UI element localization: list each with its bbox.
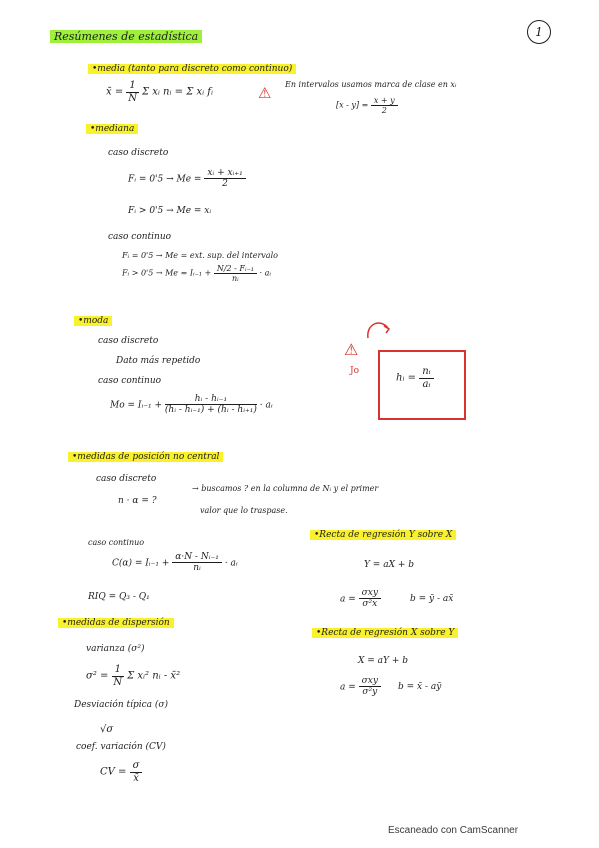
- desviacion-formula: √σ: [100, 724, 114, 735]
- moda-warning-icon: ⚠: [344, 340, 359, 359]
- regresion-yx-b: b = ȳ - ax̄: [410, 594, 454, 604]
- cv-formula: CV = $\frac{\sigma}{x̄}$: [100, 760, 142, 784]
- mediana-discrete-formula-2: Fᵢ > 0'5 → Me = xᵢ: [128, 206, 212, 216]
- page-title: Resúmenes de estadística: [50, 30, 202, 43]
- class-mark-formula: [x - y] = $\frac{x + y}{2}$: [336, 96, 398, 115]
- mediana-continuous-formula-2: Fᵢ > 0'5 → Me = Iᵢ₋₁ + $\frac{\text{N/2 - Fᵢ₋₁}}{\text{nᵢ}}$ · aᵢ: [122, 264, 272, 284]
- regresion-yx-eq: Y = aX + b: [364, 560, 415, 570]
- mediana-header: •mediana: [86, 124, 138, 134]
- posicion-header: •medidas de posición no central: [68, 452, 223, 462]
- moda-continuous-label: caso continuo: [98, 376, 162, 386]
- posicion-discrete-label: caso discreto: [96, 474, 157, 484]
- posicion-continuous-label: caso continuo: [88, 538, 145, 547]
- moda-discrete-label: caso discreto: [98, 336, 159, 346]
- regresion-xy-eq: X = aY + b: [358, 656, 409, 666]
- varianza-label: varianza (σ²): [86, 644, 145, 654]
- regresion-xy-b: b = x̄ - aȳ: [398, 682, 442, 692]
- mediana-continuous-label: caso continuo: [108, 232, 172, 242]
- varianza-formula: σ² = $\frac{1}{N}$ Σ xᵢ² nᵢ - x̄²: [86, 664, 181, 688]
- mediana-continuous-formula-1: Fᵢ = 0'5 → Me = ext. sup. del intervalo: [122, 251, 278, 260]
- posicion-continuous-formula: C(α) = Iᵢ₋₁ + $\frac{\text{α·N - Nᵢ₋₁}}{\text{nᵢ}}$ · aᵢ: [112, 552, 238, 574]
- regresion-xy-a: a = $\frac{\text{σxy}}{\text{σ²y}}$: [340, 676, 381, 698]
- mediana-discrete-label: caso discreto: [108, 148, 169, 158]
- moda-header: •moda: [74, 316, 112, 326]
- moda-box-note: Jo: [350, 366, 360, 376]
- regresion-yx-a: a = $\frac{\text{σxy}}{\text{σ²x}}$: [340, 588, 381, 610]
- media-header: •media (tanto para discreto como continuo): [88, 64, 296, 74]
- regresion-xy-header: •Recta de regresión X sobre Y: [312, 628, 458, 638]
- posicion-discrete-note-1: → buscamos ? en la columna de Nᵢ y el primer: [192, 484, 379, 493]
- media-formula: x̄ = $\frac{1}{N}$ Σ xᵢ nᵢ = Σ xᵢ fᵢ: [106, 80, 214, 104]
- height-formula: hᵢ = $\frac{\text{nᵢ}}{\text{aᵢ}}$: [396, 366, 434, 390]
- riq-formula: RIQ = Q₃ - Q₁: [88, 592, 150, 602]
- curved-arrow-icon: [364, 318, 394, 340]
- scanner-watermark: Escaneado con CamScanner: [388, 825, 519, 836]
- desviacion-label: Desviación típica (σ): [74, 700, 169, 710]
- mediana-discrete-formula-1: Fᵢ = 0'5 → Me = $\frac{\text{xᵢ + xᵢ₊₁}}{2}$: [128, 168, 246, 190]
- warning-icon: ⚠: [258, 84, 272, 102]
- dispersion-header: •medidas de dispersión: [58, 618, 174, 628]
- media-interval-note: En intervalos usamos marca de clase en xᵢ: [285, 80, 457, 89]
- posicion-discrete-note-2: valor que lo traspase.: [200, 506, 288, 515]
- page-number: 1: [527, 20, 551, 44]
- cv-label: coef. variación (CV): [76, 742, 166, 752]
- moda-formula: Mo = Iᵢ₋₁ + $\frac{\text{hᵢ - hᵢ₋₁}}{\text{(hᵢ - hᵢ₋₁) + (hᵢ - hᵢ₊₁)}}$ · aᵢ: [110, 394, 273, 416]
- regresion-yx-header: •Recta de regresión Y sobre X: [310, 530, 456, 540]
- posicion-discrete-eq: n · α = ?: [118, 496, 157, 506]
- moda-discrete-text: Dato más repetido: [116, 356, 201, 366]
